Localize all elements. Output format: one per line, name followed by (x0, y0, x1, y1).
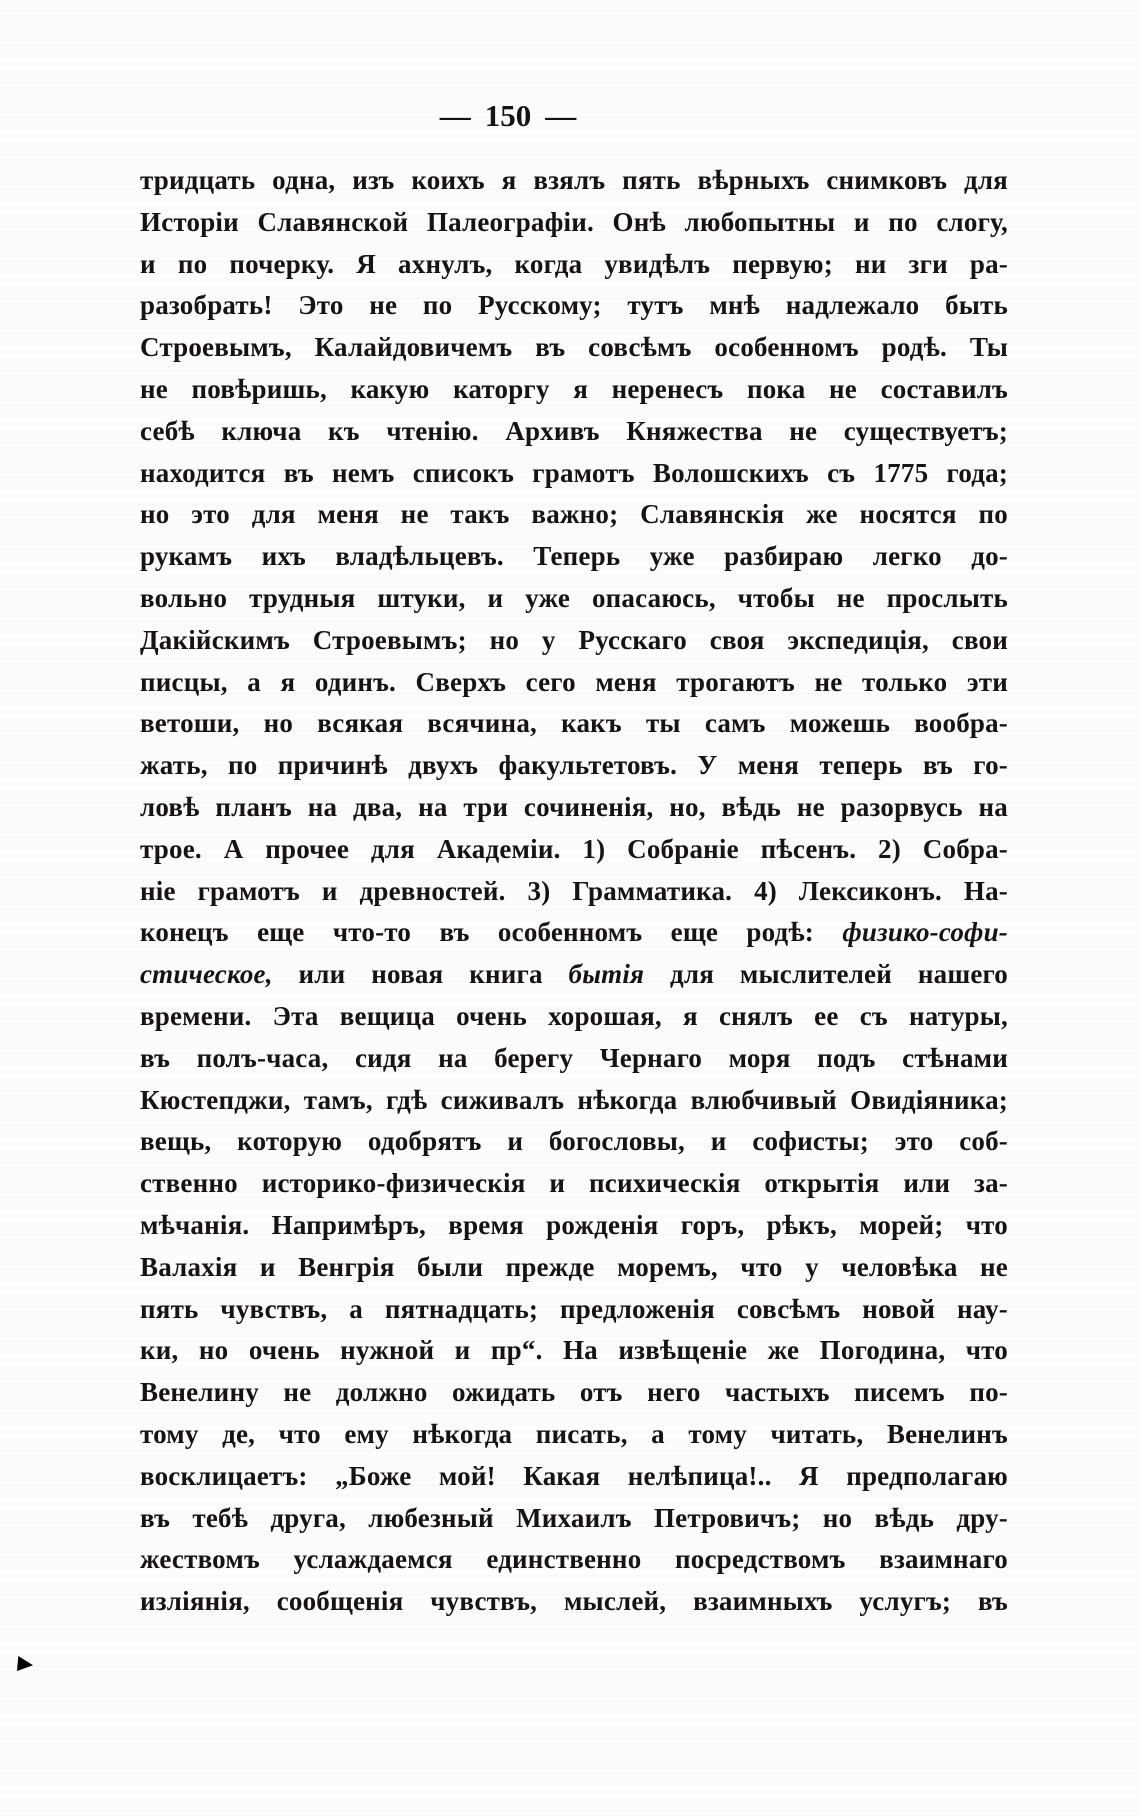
text-line: рукамъ ихъ владѣльцевъ. Теперь уже разбираю легко до- (140, 541, 1008, 572)
text-line: Венелину не должно ожидать отъ него частыхъ писемъ по- (140, 1377, 1008, 1408)
text-line: вещь, которую одобрятъ и богословы, и софисты; это соб- (140, 1126, 1008, 1157)
text-line: конецъ еще что-то въ особенномъ еще родѣ: физико-софи- (140, 917, 1008, 948)
text-line: себѣ ключа къ чтенію. Архивъ Княжества не существуетъ; (140, 415, 1008, 446)
header-left-dash: — (439, 98, 471, 133)
text-line: Строевымъ, Калайдовичемъ въ совсѣмъ особенномъ родѣ. Ты (140, 332, 1008, 363)
text-line: и по почерку. Я ахнулъ, когда увидѣлъ первую; ни зги ра- (140, 248, 1008, 279)
text-line: ловѣ планъ на два, на три сочиненія, но, вѣдь не разорвусь на (140, 791, 1008, 822)
text-line: ки, но очень нужной и пр“. На извѣщеніе же Погодина, что (140, 1335, 1008, 1366)
text-line: пять чувствъ, а пятнадцать; предложенія совсѣмъ новой нау- (140, 1293, 1008, 1324)
text-line: тому де, что ему нѣкогда писать, а тому читать, Венелинъ (140, 1418, 1008, 1449)
text-line: въ полъ-часа, сидя на берегу Чернаго моря подъ стѣнами (140, 1042, 1008, 1073)
text-line: не повѣришь, какую каторгу я неренесъ пока не составилъ (140, 373, 1008, 404)
text-line: мѣчанія. Напримѣръ, время рожденія горъ, рѣкъ, морей; что (140, 1209, 1008, 1240)
text-line: Кюстепджи, тамъ, гдѣ сиживалъ нѣкогда влюбчивый Овидіяника; (140, 1084, 1008, 1115)
page-header (0, 98, 1016, 134)
text-line: трое. А прочее для Академіи. 1) Собраніе пѣсенъ. 2) Собра- (140, 833, 1008, 864)
text-line: стическое, или новая книга бытія для мыслителей нашего (140, 959, 1008, 990)
text-line: ветоши, но всякая всячина, какъ ты самъ можешь вообра- (140, 708, 1008, 739)
text-line: ственно историко-физическія и психическія открытія или за- (140, 1168, 1008, 1199)
text-line: находится въ немъ списокъ грамотъ Волошскихъ съ 1775 года; (140, 457, 1008, 488)
text-block (140, 160, 1008, 1623)
text-line: жествомъ услаждаемся единственно посредствомъ взаимнаго (140, 1544, 1008, 1575)
text-line: тридцать одна, изъ коихъ я взялъ пять вѣрныхъ снимковъ для (140, 165, 1008, 195)
text-line: Дакійскимъ Строевымъ; но у Русскаго своя экспедиція, свои (140, 624, 1008, 655)
text-line: жать, по причинѣ двухъ факультетовъ. У меня теперь въ го- (140, 750, 1008, 781)
text-line: восклицаетъ: „Боже мой! Какая нелѣпица!.. Я предполагаю (140, 1460, 1008, 1491)
text-line: въ тебѣ друга, любезный Михаилъ Петровичъ; но вѣдь дру- (140, 1502, 1008, 1533)
corner-mark-icon (17, 1656, 33, 1671)
page-number: 150 (484, 98, 532, 133)
header-right-dash: — (545, 98, 577, 133)
text-line: но это для меня не такъ важно; Славянскія же носятся по (140, 499, 1008, 530)
text-line: Валахія и Венгрія были прежде моремъ, что у человѣка не (140, 1251, 1008, 1282)
text-line: изліянія, сообщенія чувствъ, мыслей, взаимныхъ услугъ; въ (140, 1586, 1008, 1617)
text-line: писцы, а я одинъ. Сверхъ сего меня трогаютъ не только эти (140, 666, 1008, 697)
text-line: ніе грамотъ и древностей. 3) Грамматика. 4) Лексиконъ. На- (140, 875, 1008, 906)
text-line: времени. Эта вещица очень хорошая, я снялъ ее съ натуры, (140, 1000, 1008, 1031)
text-line: Исторіи Славянской Палеографіи. Онѣ любопытны и по слогу, (140, 206, 1008, 237)
text-line: вольно трудныя штуки, и уже опасаюсь, чтобы не прослыть (140, 582, 1008, 613)
text-line: разобрать! Это не по Русскому; тутъ мнѣ надлежало быть (140, 290, 1008, 321)
